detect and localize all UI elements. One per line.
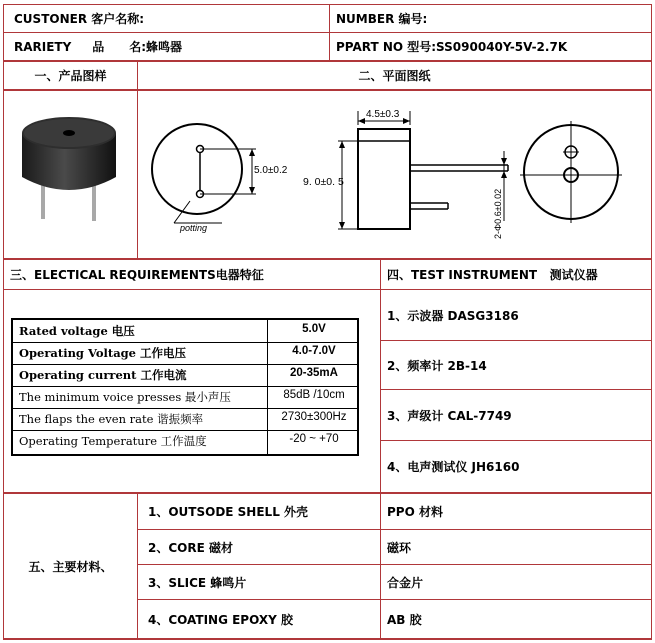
part-number: PPART NO 型号:SS090040Y-5V-2.7K xyxy=(336,40,568,54)
top-view-drawing xyxy=(138,91,298,258)
section-title-drawing: 二、平面图纸 xyxy=(358,69,431,83)
material-item: 3、SLICE 蜂鸣片 xyxy=(148,575,247,590)
customer-label: CUSTONER 客户名称: xyxy=(14,12,145,26)
side-view-drawing xyxy=(298,91,518,258)
buzzer-photo xyxy=(4,91,137,258)
req-label: The minimum voice presses 最小声压 xyxy=(19,390,231,404)
dim-height-label: 4.5±0.3 xyxy=(366,109,400,120)
section-title-elec-req: 三、ELECTICAL REQUIREMENTS电器特征 xyxy=(10,268,264,282)
material-value: 磁环 xyxy=(387,540,412,555)
number-label: NUMBER 编号: xyxy=(336,12,428,26)
table-row xyxy=(13,320,357,342)
dim-pin-label: 2-Φ0.6±0.02 xyxy=(493,188,503,239)
req-value: 5.0V xyxy=(302,323,326,335)
table-row xyxy=(13,430,357,452)
material-value: 合金片 xyxy=(387,575,424,590)
req-value: 2730±300Hz xyxy=(281,411,347,423)
material-item: 2、CORE 磁材 xyxy=(148,540,233,555)
table-row xyxy=(13,342,357,364)
dim-diameter-label: 5.0±0.2 xyxy=(254,165,288,176)
requirements-table xyxy=(11,318,359,456)
border-right xyxy=(651,4,652,640)
req-value: -20 ~ +70 xyxy=(289,433,339,445)
dim-diameter-9-label: 9. 0±0. 5 xyxy=(303,176,344,188)
req-value: 4.0-7.0V xyxy=(292,345,336,357)
req-label: Operating Temperature 工作温度 xyxy=(19,434,207,448)
material-item: 4、COATING EPOXY 胶 xyxy=(148,612,293,627)
instrument-item: 3、声级计 CAL-7749 xyxy=(387,408,512,423)
material-value: PPO 材料 xyxy=(387,505,443,519)
variety-label: RARIETY 品 名:蜂鸣器 xyxy=(14,40,183,54)
instrument-item: 2、频率计 2B-14 xyxy=(387,358,487,373)
material-item: 1、OUTSODE SHELL 外壳 xyxy=(148,505,309,519)
req-label: Rated voltage 电压 xyxy=(19,324,135,338)
table-row xyxy=(13,364,357,386)
border-bottom xyxy=(3,638,652,640)
req-value: 85dB /10cm xyxy=(283,389,345,401)
potting-label: potting xyxy=(180,223,208,233)
section-title-test-instrument: 四、TEST INSTRUMENT 测试仪器 xyxy=(387,268,598,282)
req-label: The flaps the even rate 谐振频率 xyxy=(19,412,204,426)
section-title-materials: 五、主要材料、 xyxy=(28,559,113,574)
instrument-item: 4、电声测试仪 JH6160 xyxy=(387,460,520,474)
section-title-product-photo: 一、产品图样 xyxy=(34,69,107,83)
table-row xyxy=(13,386,357,408)
instrument-item: 1、示波器 DASG3186 xyxy=(387,308,519,323)
req-label: Operating current 工作电流 xyxy=(19,368,187,382)
table-row xyxy=(13,408,357,430)
bottom-view-drawing xyxy=(518,91,650,258)
req-value: 20-35mA xyxy=(290,367,338,379)
req-label: Operating Voltage 工作电压 xyxy=(19,346,187,360)
material-value: AB 胶 xyxy=(387,612,422,627)
